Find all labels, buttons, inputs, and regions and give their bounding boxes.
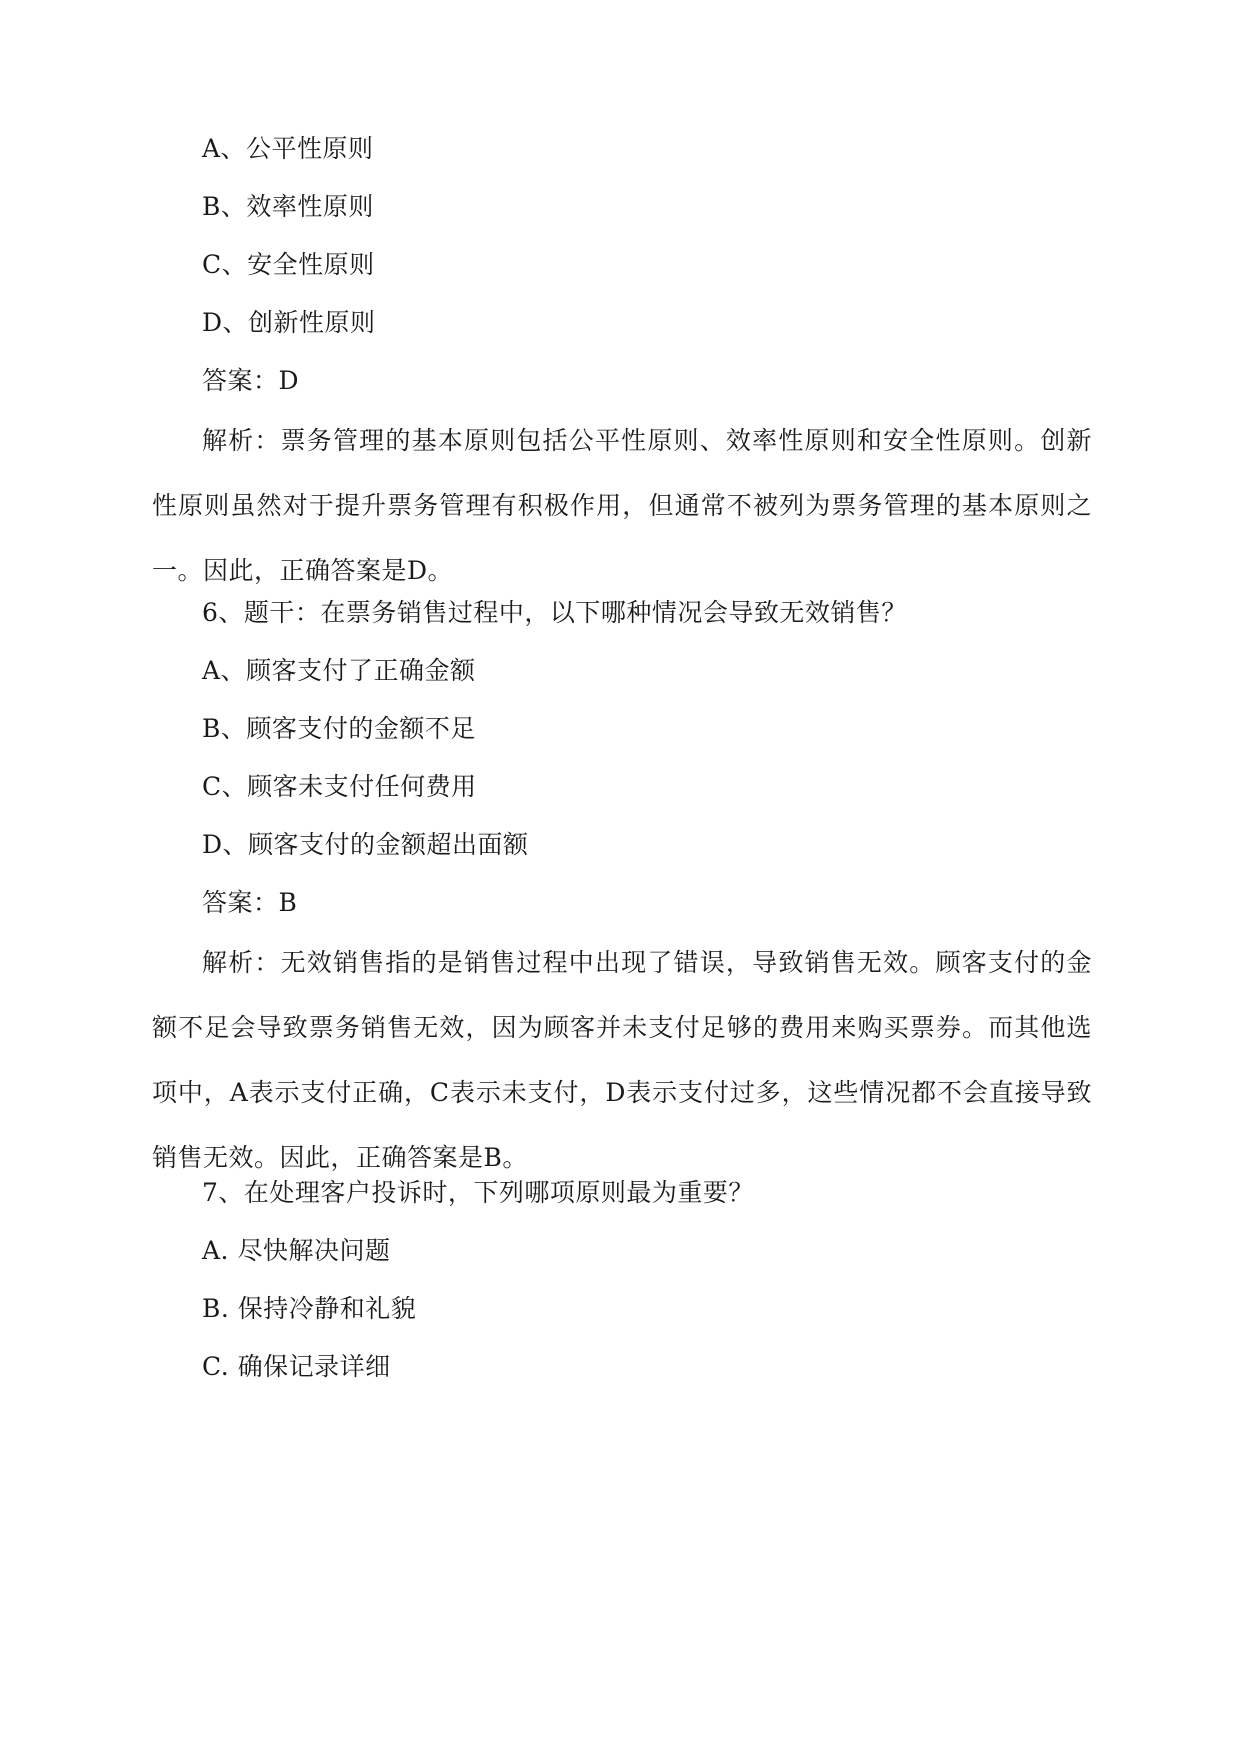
- q6-answer: 答案：B: [202, 888, 298, 917]
- q6-option-b: B、顾客支付的金额不足: [202, 714, 476, 743]
- q6-option-a: A、顾客支付了正确金额: [202, 656, 476, 685]
- q6-option-c: C、顾客未支付任何费用: [202, 772, 477, 801]
- q5-answer: 答案：D: [202, 366, 300, 395]
- q5-option-b: B、效率性原则: [202, 192, 374, 221]
- q5-option-c: C、安全性原则: [202, 250, 375, 279]
- q5-analysis: 解析：票务管理的基本原则包括公平性原则、效率性原则和安全性原则。创新性原则虽然对于提升票务管理有积极作用，但通常不被列为票务管理的基本原则之一。因此，正确答案是D。: [152, 426, 1092, 585]
- q5-option-a: A、公平性原则: [202, 134, 374, 163]
- q6-option-d: D、顾客支付的金额超出面额: [202, 830, 529, 859]
- q7-stem: 7、在处理客户投诉时，下列哪项原则最为重要？: [202, 1178, 754, 1207]
- q7-option-c: C. 确保记录详细: [202, 1352, 391, 1381]
- q7-option-b: B. 保持冷静和礼貌: [202, 1294, 417, 1323]
- q7-option-a: A. 尽快解决问题: [202, 1236, 391, 1265]
- q6-analysis: 解析：无效销售指的是销售过程中出现了错误，导致销售无效。顾客支付的金额不足会导致票务销售无效，因为顾客并未支付足够的费用来购买票券。而其他选项中，A表示支付正确，C表示未支付，D表示支付过多，这些情况都不会直接导致销售无效。因此，正确答案是B。: [152, 948, 1092, 1172]
- q5-option-d: D、创新性原则: [202, 308, 376, 337]
- q6-stem: 6、题干：在票务销售过程中，以下哪种情况会导致无效销售？: [202, 598, 907, 627]
